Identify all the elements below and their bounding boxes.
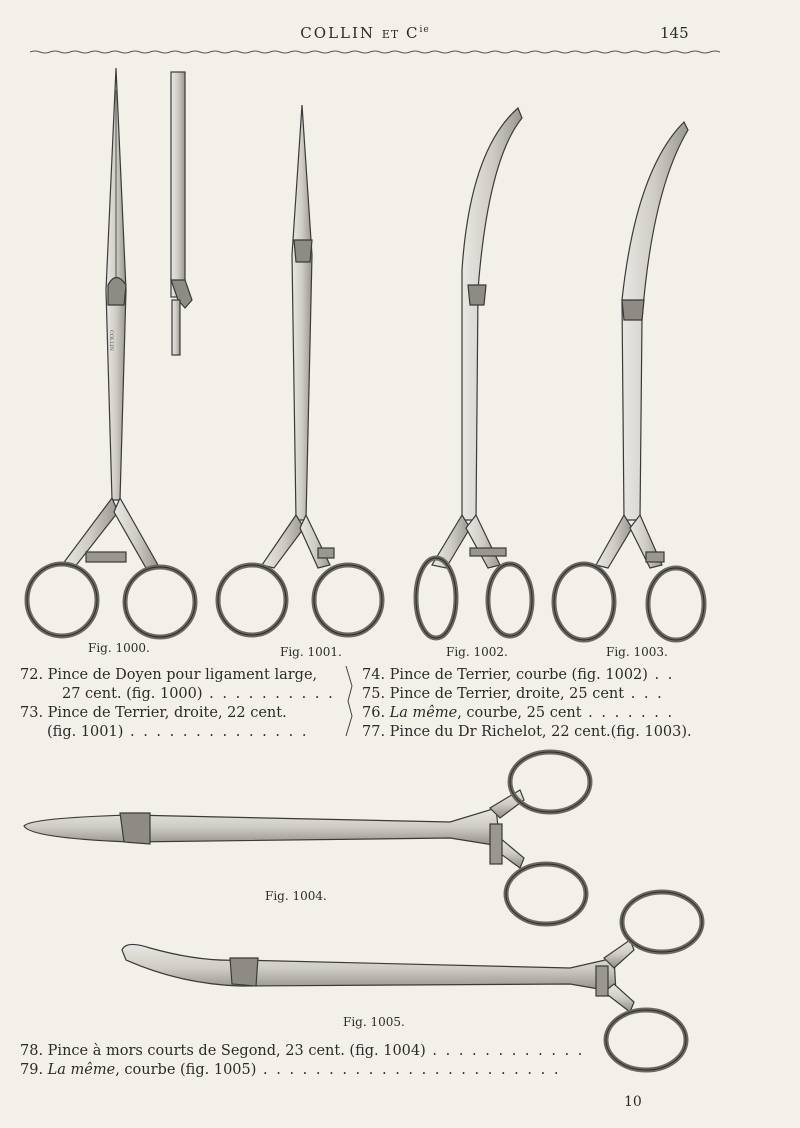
instrument-fig-1003 — [554, 122, 704, 640]
fig-label-1000: Fig. 1000. — [88, 641, 150, 655]
entry-72-line1: 72. Pince de Doyen pour ligament large, — [20, 667, 318, 683]
entry-73-line1: 73. Pince de Terrier, droite, 22 cent. — [20, 705, 287, 721]
instrument-fig-1001 — [218, 105, 382, 635]
header-brand: COLLIN — [300, 24, 376, 42]
entry-79: 79. La même, courbe (fig. 1005) . . . . . . . . . . . . . . . . . . . . . . . — [20, 1062, 561, 1078]
signature-number: 10 — [624, 1094, 642, 1110]
entry-77: 77. Pince du Dr Richelot, 22 cent.(fig. 1003). — [362, 724, 692, 740]
header-et: ET — [381, 28, 400, 41]
stamp-1000: COLLIN — [108, 330, 114, 351]
fig-label-1005: Fig. 1005. — [343, 1015, 405, 1029]
entry-75: 75. Pince de Terrier, droite, 25 cent . . . — [362, 686, 664, 702]
header-cie-suffix: ie — [419, 25, 430, 35]
fig-label-1001: Fig. 1001. — [280, 645, 342, 659]
page-number: 145 — [660, 24, 689, 42]
entry-78: 78. Pince à mors courts de Segond, 23 cent. (fig. 1004) . . . . . . . . . . . . — [20, 1043, 585, 1059]
instrument-fig-1002 — [416, 108, 532, 638]
jaw-detail-fig-1000 — [171, 72, 192, 355]
entry-72-line2: 27 cent. (fig. 1000) . . . . . . . . . . — [62, 686, 335, 702]
entry-74: 74. Pince de Terrier, courbe (fig. 1002) . . — [362, 667, 675, 683]
fig-label-1002: Fig. 1002. — [446, 645, 508, 659]
fig-label-1004: Fig. 1004. — [265, 889, 327, 903]
entry-76: 76. La même, courbe, 25 cent . . . . . . . — [362, 705, 675, 721]
entry-73-line2: (fig. 1001) . . . . . . . . . . . . . . — [47, 724, 309, 740]
header-cie: C — [405, 24, 420, 42]
fig-label-1003: Fig. 1003. — [606, 645, 668, 659]
instrument-fig-1000 — [27, 68, 195, 637]
column-brace — [344, 666, 356, 736]
